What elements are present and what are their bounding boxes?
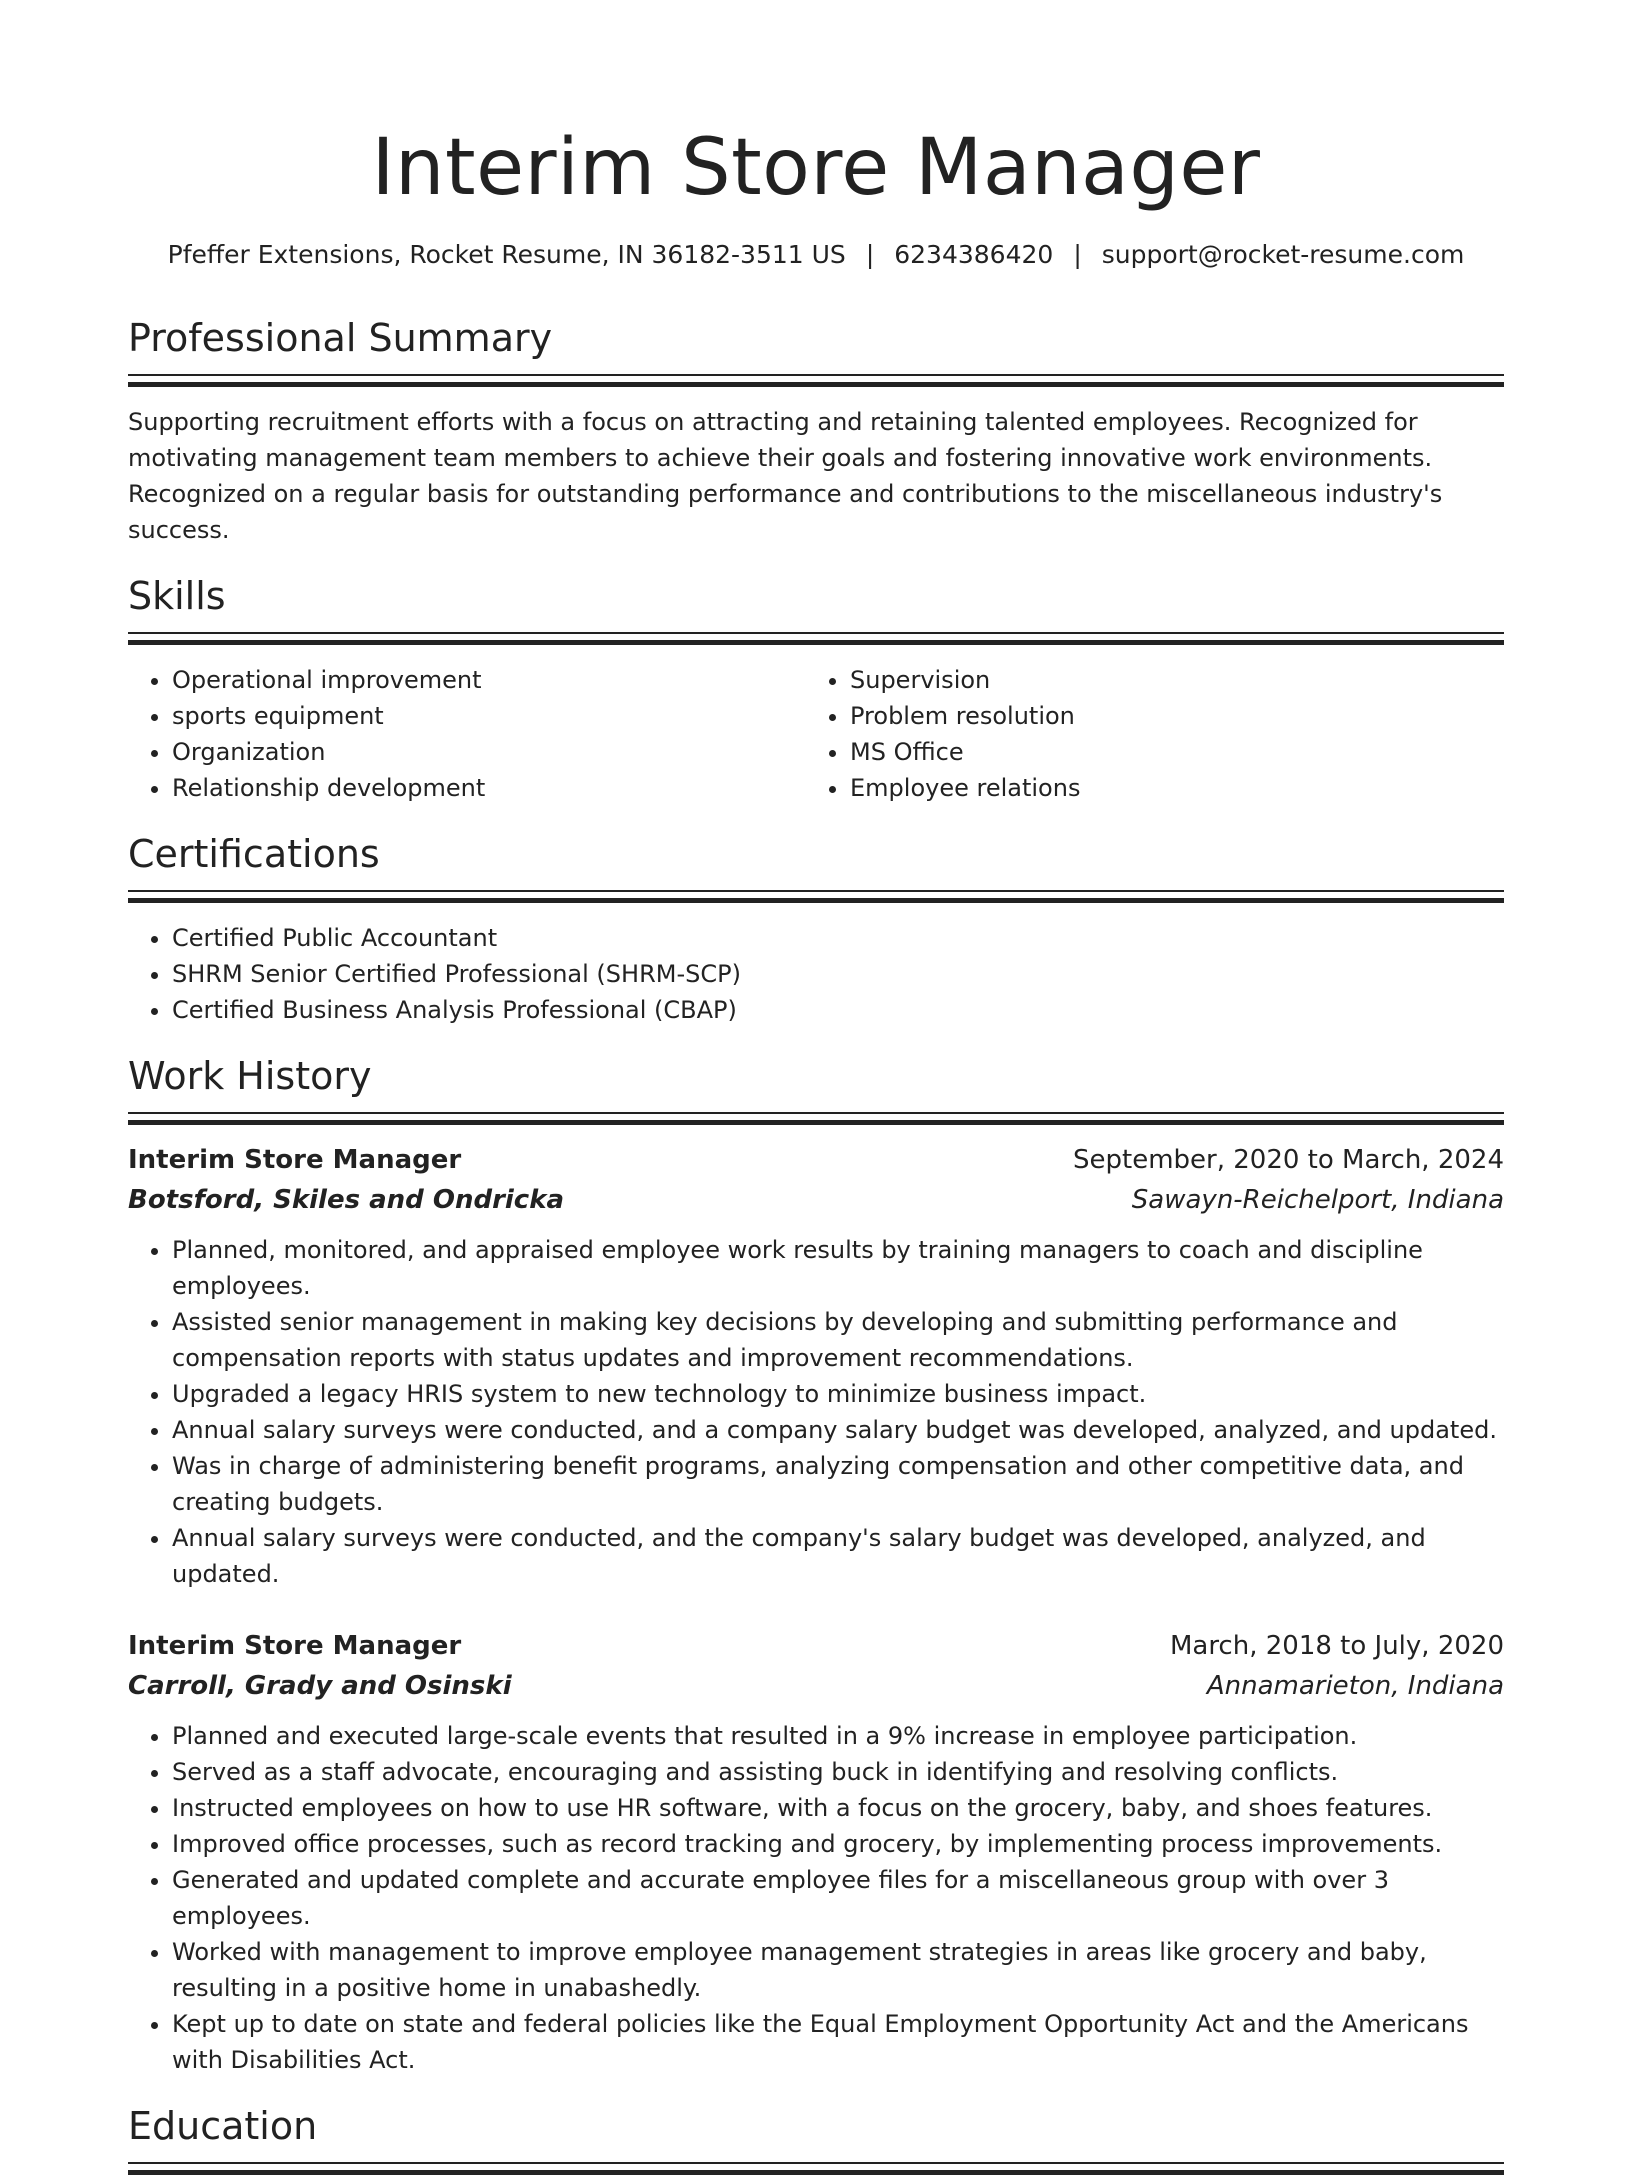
resume-page bbox=[128, 0, 1504, 2176]
job-bullet: • Served as a staff advocate, encouraging and assisting buck in identifying and resolving conflicts. bbox=[172, 1754, 1504, 1790]
job-bullet: • Assisted senior management in making key decisions by developing and submitting performance and compensation reports with status updates and improvement recommendations. bbox=[172, 1304, 1504, 1376]
job-dates: March, 2018 to July, 2020 bbox=[1169, 1631, 1504, 1661]
section-heading-education: Education bbox=[128, 2104, 318, 2148]
skill-item: • Problem resolution bbox=[850, 698, 1484, 734]
job-bullet: • Instructed employees on how to use HR software, with a focus on the grocery, baby, and shoes features. bbox=[172, 1790, 1504, 1826]
resume-title: Interim Store Manager bbox=[371, 123, 1261, 213]
section-heading-skills: Skills bbox=[128, 574, 226, 618]
contact-phone: 6234386420 bbox=[894, 240, 1054, 269]
contact-line bbox=[128, 238, 1504, 272]
section-heading-work-history: Work History bbox=[128, 1054, 372, 1098]
job-dates: September, 2020 to March, 2024 bbox=[1073, 1145, 1504, 1175]
job-bullet: • Annual salary surveys were conducted, and a company salary budget was developed, analyzed, and updated. bbox=[172, 1412, 1504, 1448]
section-divider bbox=[128, 632, 1504, 646]
skill-item: • Relationship development bbox=[172, 770, 806, 806]
job-location: Annamarieton, Indiana bbox=[1206, 1671, 1504, 1701]
job-bullet: • Improved office processes, such as record tracking and grocery, by implementing process improvements. bbox=[172, 1826, 1504, 1862]
job-bullet-list bbox=[128, 1232, 1504, 1592]
job-title: Interim Store Manager bbox=[128, 1145, 462, 1175]
job-entry bbox=[128, 1140, 1504, 1592]
job-bullet: • Upgraded a legacy HRIS system to new technology to minimize business impact. bbox=[172, 1376, 1504, 1412]
summary-section bbox=[128, 312, 1504, 548]
section-heading-summary: Professional Summary bbox=[128, 316, 553, 360]
job-bullet: • Planned, monitored, and appraised employee work results by training managers to coach and discipline employees. bbox=[172, 1232, 1504, 1304]
skills-grid bbox=[128, 662, 1504, 806]
section-divider bbox=[128, 890, 1504, 904]
job-bullet: • Worked with management to improve employee management strategies in areas like grocery and baby, resulting in a positive home in unabashedly. bbox=[172, 1934, 1504, 2006]
job-header-row bbox=[128, 1626, 1504, 1666]
job-location: Sawayn-Reichelport, Indiana bbox=[1131, 1185, 1504, 1215]
section-divider bbox=[128, 2162, 1504, 2176]
education-section bbox=[128, 2100, 1504, 2176]
job-company: Botsford, Skiles and Ondricka bbox=[128, 1185, 565, 1215]
job-entry bbox=[128, 1626, 1504, 2078]
certifications-section bbox=[128, 828, 1504, 1028]
job-title: Interim Store Manager bbox=[128, 1631, 462, 1661]
certification-item: • SHRM Senior Certified Professional (SHRM-SCP) bbox=[172, 956, 1504, 992]
job-bullet: • Annual salary surveys were conducted, and the company's salary budget was developed, analyzed, and updated. bbox=[172, 1520, 1504, 1592]
skill-item: • Organization bbox=[172, 734, 806, 770]
skill-item: • sports equipment bbox=[172, 698, 806, 734]
job-bullet: • Kept up to date on state and federal policies like the Equal Employment Opportunity Act and the Americans with Disabilities Act. bbox=[172, 2006, 1504, 2078]
skills-column-left bbox=[128, 662, 806, 806]
summary-text: Supporting recruitment efforts with a focus on attracting and retaining talented employees. Recognized for motivating management team members to achieve their goals and fostering innovative work environments. Recognized on a regular basis for outstanding performance and contributions to the miscellaneous industry's success. bbox=[128, 408, 1443, 544]
skill-item: • MS Office bbox=[850, 734, 1484, 770]
work-history-section bbox=[128, 1050, 1504, 2078]
job-header-row bbox=[128, 1140, 1504, 1180]
skills-section bbox=[128, 570, 1504, 806]
contact-separator: | bbox=[865, 240, 875, 269]
contact-separator: | bbox=[1073, 240, 1082, 269]
job-subheader-row bbox=[128, 1180, 1504, 1220]
skill-item: • Operational improvement bbox=[172, 662, 806, 698]
certification-item: • Certified Public Accountant bbox=[172, 920, 1504, 956]
skills-list-left bbox=[128, 662, 806, 806]
contact-email[interactable]: support@rocket-resume.com bbox=[1101, 240, 1465, 269]
certification-item: • Certified Business Analysis Professional (CBAP) bbox=[172, 992, 1504, 1028]
job-bullet: • Planned and executed large-scale events that resulted in a 9% increase in employee participation. bbox=[172, 1718, 1504, 1754]
certifications-list bbox=[128, 920, 1504, 1028]
job-bullet: • Generated and updated complete and accurate employee files for a miscellaneous group with over 3 employees. bbox=[172, 1862, 1504, 1934]
section-divider bbox=[128, 374, 1504, 388]
job-company: Carroll, Grady and Osinski bbox=[128, 1671, 512, 1701]
contact-address: Pfeffer Extensions, Rocket Resume, IN 36182-3511 US bbox=[167, 240, 846, 269]
skill-item: • Supervision bbox=[850, 662, 1484, 698]
section-heading-certifications: Certifications bbox=[128, 832, 380, 876]
section-divider bbox=[128, 1112, 1504, 1126]
job-bullet: • Was in charge of administering benefit programs, analyzing compensation and other competitive data, and creating budgets. bbox=[172, 1448, 1504, 1520]
skills-list-right bbox=[806, 662, 1484, 806]
skill-item: • Employee relations bbox=[850, 770, 1484, 806]
skills-column-right bbox=[806, 662, 1484, 806]
job-bullet-list bbox=[128, 1718, 1504, 2078]
job-subheader-row bbox=[128, 1666, 1504, 1706]
